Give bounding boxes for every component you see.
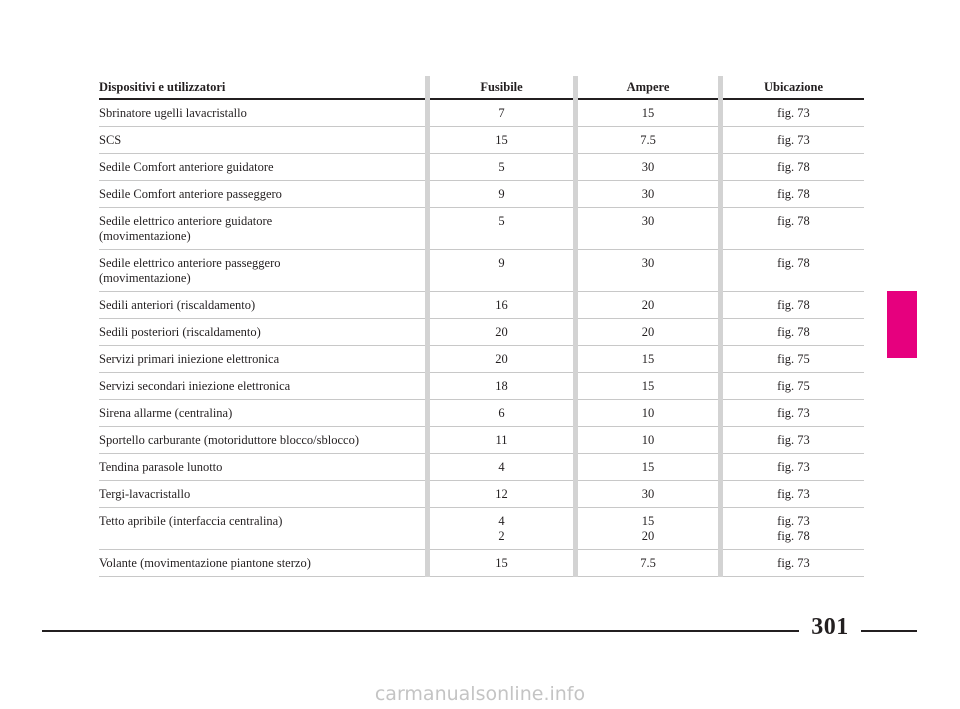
cell-device-line: Servizi primari iniezione elettronica: [99, 352, 280, 366]
table-row: [99, 127, 864, 154]
cell-location-line: fig. 73: [777, 556, 810, 570]
cell-device-line: SCS: [99, 133, 122, 147]
header-location: Ubicazione: [723, 76, 864, 99]
table-row: [99, 373, 864, 400]
cell-device: [99, 481, 425, 508]
cell-device: [99, 127, 425, 154]
cell-ampere-line: 15: [641, 460, 655, 474]
cell-ampere-line: 20: [641, 298, 655, 312]
cell-ampere: [578, 127, 718, 154]
cell-ampere-line: 20: [641, 325, 655, 339]
cell-location-line: fig. 78: [777, 529, 810, 543]
cell-device: [99, 400, 425, 427]
cell-location-line: fig. 73: [777, 433, 810, 447]
fuse-table: [99, 76, 864, 577]
cell-fuse: [430, 208, 573, 250]
watermark-text: carmanualsonline.info: [374, 683, 586, 705]
cell-ampere: [578, 481, 718, 508]
cell-fuse: [430, 508, 573, 550]
table-row: [99, 400, 864, 427]
cell-device-line: Sedili anteriori (riscaldamento): [99, 298, 256, 312]
cell-location: [723, 481, 864, 508]
table-row: [99, 181, 864, 208]
cell-device-line: Tergi-lavacristallo: [99, 487, 191, 501]
cell-fuse: [430, 373, 573, 400]
cell-location: [723, 250, 864, 292]
cell-location: [723, 346, 864, 373]
table-row: [99, 154, 864, 181]
cell-fuse-line: 9: [498, 187, 505, 201]
cell-device: [99, 292, 425, 319]
cell-location: [723, 208, 864, 250]
cell-ampere: [578, 154, 718, 181]
cell-fuse-line: 4: [498, 460, 505, 474]
cell-location: [723, 319, 864, 346]
table-row: [99, 550, 864, 577]
cell-ampere-line: 15: [641, 514, 655, 528]
cell-fuse: [430, 319, 573, 346]
cell-fuse: [430, 427, 573, 454]
cell-device-line: Sedile elettrico anteriore guidatore: [99, 214, 273, 228]
cell-fuse-line: 18: [495, 379, 508, 393]
cell-location-line: fig. 73: [777, 406, 810, 420]
cell-device: [99, 208, 425, 250]
table-row: [99, 427, 864, 454]
chapter-thumb-tab: [887, 291, 917, 358]
cell-location: [723, 181, 864, 208]
cell-location: [723, 508, 864, 550]
cell-location-line: fig. 73: [777, 514, 810, 528]
cell-fuse-line: 4: [498, 514, 505, 528]
cell-ampere-line: 7.5: [640, 133, 656, 147]
cell-device-line: Sbrinatore ugelli lavacristallo: [99, 106, 247, 120]
cell-fuse: [430, 181, 573, 208]
cell-fuse: [430, 250, 573, 292]
cell-ampere: [578, 346, 718, 373]
cell-fuse: [430, 550, 573, 577]
cell-device: [99, 550, 425, 577]
cell-device: [99, 99, 425, 127]
cell-device-line: Sedile elettrico anteriore passeggero: [99, 256, 281, 270]
cell-ampere: [578, 319, 718, 346]
cell-ampere-line: 30: [641, 487, 655, 501]
cell-device: [99, 454, 425, 481]
cell-device: [99, 319, 425, 346]
cell-ampere-line: 10: [641, 406, 655, 420]
cell-fuse-line: 12: [495, 487, 508, 501]
cell-device: [99, 346, 425, 373]
cell-fuse: [430, 481, 573, 508]
cell-location-line: fig. 78: [777, 256, 810, 270]
cell-ampere: [578, 454, 718, 481]
cell-fuse: [430, 99, 573, 127]
table-row: [99, 346, 864, 373]
cell-fuse-line: 5: [498, 160, 505, 174]
cell-location-line: fig. 78: [777, 214, 810, 228]
cell-ampere-line: 10: [641, 433, 655, 447]
table-row: [99, 99, 864, 127]
cell-device-line: Sportello carburante (motoriduttore blocco/sblocco): [99, 433, 359, 447]
cell-fuse-line: 16: [495, 298, 508, 312]
cell-location-line: fig. 73: [777, 133, 810, 147]
cell-fuse-line: 15: [495, 133, 508, 147]
cell-ampere: [578, 550, 718, 577]
cell-ampere-line: 15: [641, 379, 655, 393]
cell-device: [99, 250, 425, 292]
cell-location: [723, 373, 864, 400]
cell-ampere: [578, 292, 718, 319]
cell-ampere: [578, 208, 718, 250]
cell-location-line: fig. 73: [777, 487, 810, 501]
table-row: [99, 319, 864, 346]
cell-device: [99, 181, 425, 208]
cell-location: [723, 454, 864, 481]
cell-location-line: fig. 75: [777, 379, 810, 393]
cell-ampere-line: 30: [641, 214, 655, 228]
page-number: 301: [811, 614, 849, 640]
cell-ampere: [578, 250, 718, 292]
cell-ampere-line: 30: [641, 256, 655, 270]
footer-rule-right: [861, 630, 917, 632]
cell-location-line: fig. 78: [777, 325, 810, 339]
cell-ampere: [578, 373, 718, 400]
cell-device-line: (movimentazione): [99, 229, 191, 243]
footer-rule-left: [42, 630, 799, 632]
cell-device: [99, 427, 425, 454]
table-row: [99, 508, 864, 550]
header-device: Dispositivi e utilizzatori: [99, 76, 425, 99]
cell-fuse: [430, 292, 573, 319]
cell-fuse: [430, 454, 573, 481]
cell-ampere-line: 30: [641, 187, 655, 201]
header-ampere: Ampere: [578, 76, 718, 99]
cell-location: [723, 127, 864, 154]
table-body: [99, 99, 864, 577]
table-row: [99, 250, 864, 292]
cell-device-line: Volante (movimentazione piantone sterzo): [99, 556, 311, 570]
cell-location: [723, 154, 864, 181]
cell-device: [99, 373, 425, 400]
cell-ampere-line: 20: [641, 529, 655, 543]
table-row: [99, 292, 864, 319]
cell-fuse: [430, 400, 573, 427]
cell-ampere: [578, 99, 718, 127]
table-row: [99, 208, 864, 250]
cell-device-line: Tendina parasole lunotto: [99, 460, 223, 474]
cell-ampere: [578, 400, 718, 427]
cell-fuse-line: 5: [498, 214, 505, 228]
cell-ampere: [578, 508, 718, 550]
cell-fuse-line: 15: [495, 556, 508, 570]
cell-fuse-line: 7: [498, 106, 505, 120]
cell-location: [723, 400, 864, 427]
cell-location-line: fig. 78: [777, 187, 810, 201]
cell-ampere-line: 15: [641, 106, 655, 120]
cell-location-line: fig. 78: [777, 160, 810, 174]
cell-location-line: fig. 78: [777, 298, 810, 312]
cell-device-line: Sedile Comfort anteriore guidatore: [99, 160, 274, 174]
cell-location: [723, 99, 864, 127]
cell-location-line: fig. 73: [777, 106, 810, 120]
cell-location: [723, 292, 864, 319]
cell-fuse-line: 11: [495, 433, 508, 447]
cell-ampere: [578, 427, 718, 454]
cell-location: [723, 550, 864, 577]
table-row: [99, 454, 864, 481]
cell-device: [99, 154, 425, 181]
cell-ampere-line: 15: [641, 352, 655, 366]
cell-fuse-line: 6: [498, 406, 505, 420]
cell-ampere: [578, 181, 718, 208]
cell-fuse: [430, 154, 573, 181]
cell-device: [99, 508, 425, 550]
cell-fuse-line: 2: [498, 529, 505, 543]
cell-fuse-line: 20: [495, 325, 508, 339]
cell-fuse-line: 20: [495, 352, 508, 366]
cell-ampere-line: 7.5: [640, 556, 656, 570]
cell-ampere-line: 30: [641, 160, 655, 174]
cell-location-line: fig. 73: [777, 460, 810, 474]
table-header-row: [99, 76, 864, 99]
header-fuse: Fusibile: [430, 76, 573, 99]
cell-fuse: [430, 346, 573, 373]
cell-device-line: Sedile Comfort anteriore passeggero: [99, 187, 282, 201]
cell-device-line: Sedili posteriori (riscaldamento): [99, 325, 261, 339]
cell-device-line: Servizi secondari iniezione elettronica: [99, 379, 291, 393]
table-row: [99, 481, 864, 508]
cell-location: [723, 427, 864, 454]
cell-fuse-line: 9: [498, 256, 505, 270]
cell-device-line: Tetto apribile (interfaccia centralina): [99, 514, 283, 528]
cell-device-line: Sirena allarme (centralina): [99, 406, 233, 420]
cell-location-line: fig. 75: [777, 352, 810, 366]
cell-fuse: [430, 127, 573, 154]
cell-device-line: (movimentazione): [99, 271, 191, 285]
